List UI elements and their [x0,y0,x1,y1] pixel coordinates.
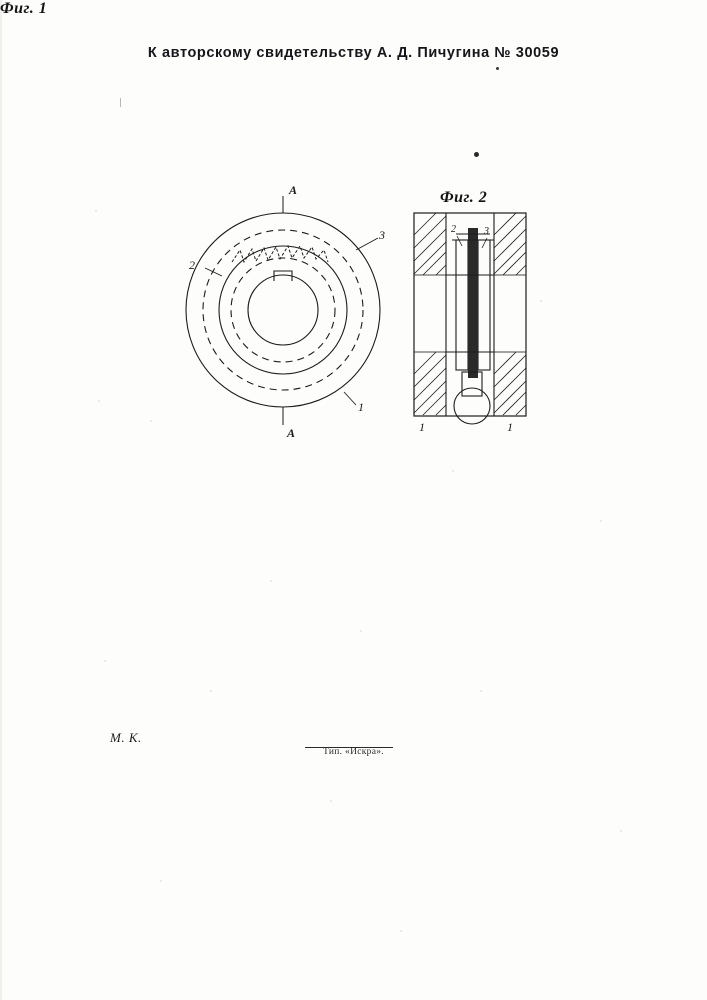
fig1-callout-bottom: A [287,426,296,440]
fig2-callout-1-right: 1 [507,420,513,434]
paper-speckle [150,420,152,422]
fig2-callout-1-left: 1 [419,420,425,434]
paper-speckle [400,930,402,932]
footer-initials: М. К. [110,730,142,745]
fig2-callout-2: 2 [451,224,456,235]
paper-speckle [98,400,100,402]
paper-speckle [330,800,332,802]
paper-speckle [620,830,622,832]
fig1-callout-2: 2 [189,258,195,272]
margin-tick [120,98,121,107]
fig1-callout-top: A [289,183,298,197]
paper-speckle [104,660,106,662]
fig1-callout-1: 1 [358,400,364,414]
paper-speckle [95,210,97,212]
ink-dot [474,152,479,157]
paper-speckle [210,690,212,692]
fig1-callout-3: 3 [379,228,385,242]
paper-speckle [600,520,602,522]
paper-speckle [452,470,454,472]
paper-speckle [360,630,362,632]
page-title: К авторскому свидетельству А. Д. Пичугина № 30059 [147,45,560,61]
fig2-callout-3: 3 [484,226,489,237]
paper-speckle [270,580,272,582]
paper-speckle [160,880,162,882]
paper-speckle [480,690,482,692]
figure-2-label: Фиг. 2 [440,189,488,206]
paper-speckle [540,300,542,302]
footer-imprint: Тип. «Искра». [323,747,384,757]
figure-1-label: Фиг. 1 [0,0,48,17]
ink-dot [496,67,499,70]
